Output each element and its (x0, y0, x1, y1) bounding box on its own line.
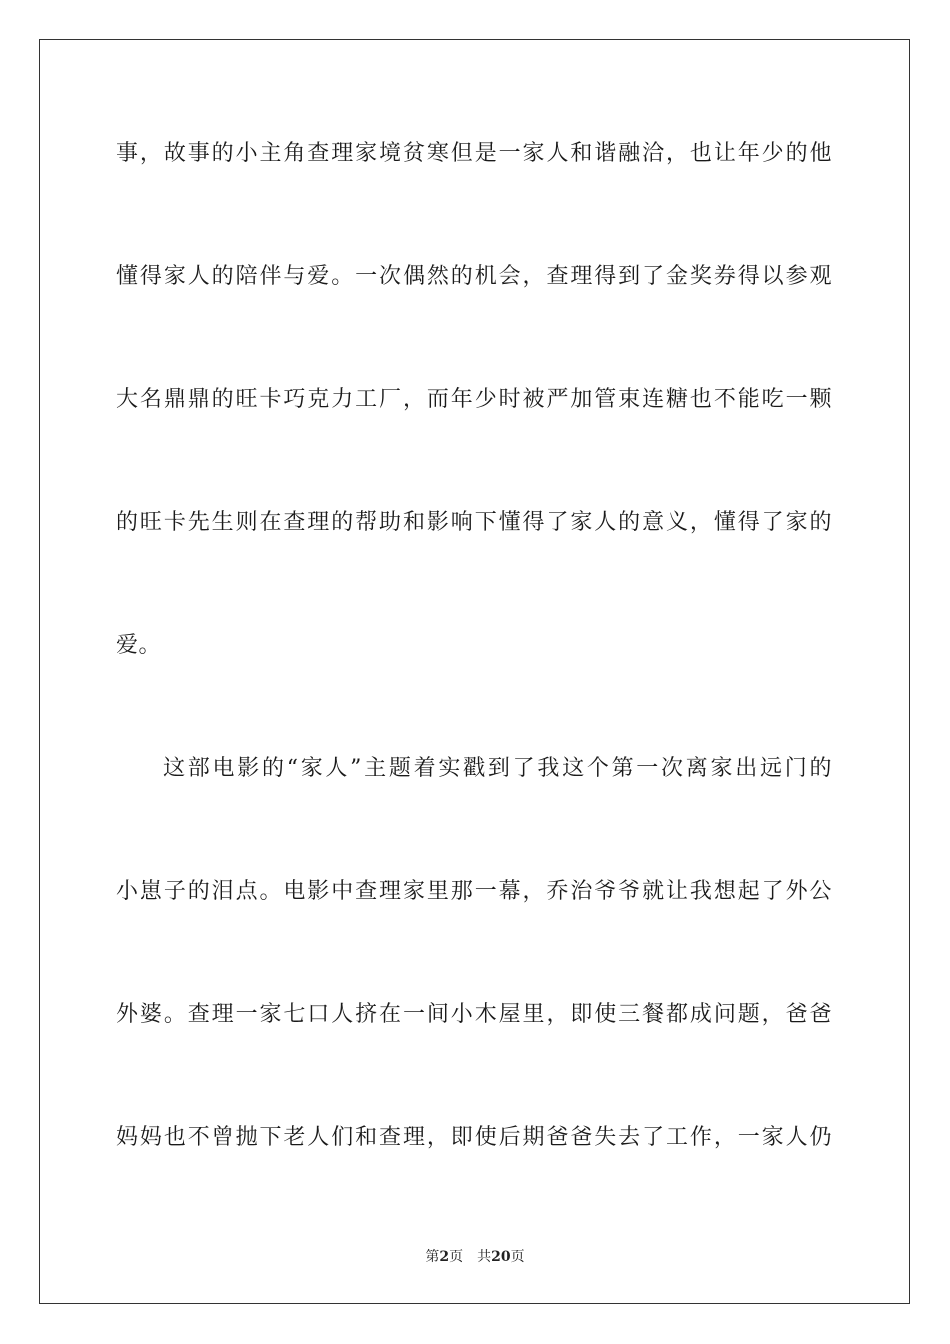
body-text-line-1: 事，故事的小主角查理家境贫寒但是一家人和谐融洽，也让年少的他 (116, 141, 832, 166)
page-number: 2 (439, 1249, 450, 1265)
paragraph-start-line: 这部电影的“家人”主题着实戳到了我这个第一次离家出远门的 (163, 756, 832, 781)
body-text-line-9: 妈妈也不曾抛下老人们和查理，即使后期爸爸失去了工作，一家人仍 (116, 1125, 832, 1150)
page-suffix: 页 (449, 1249, 464, 1265)
total-prefix: 共 (477, 1249, 492, 1265)
page-footer (0, 1247, 950, 1267)
body-text-line-5: 爱。 (116, 633, 162, 658)
page-border (39, 39, 910, 1304)
page-prefix: 第 (425, 1249, 440, 1265)
body-text-line-2: 懂得家人的陪伴与爱。一次偶然的机会，查理得到了金奖券得以参观 (116, 264, 832, 289)
total-pages: 20 (491, 1249, 511, 1265)
body-text-line-3: 大名鼎鼎的旺卡巧克力工厂，而年少时被严加管束连糖也不能吃一颗 (116, 387, 832, 412)
body-text-line-4: 的旺卡先生则在查理的帮助和影响下懂得了家人的意义，懂得了家的 (116, 510, 832, 535)
body-text-line-7: 小崽子的泪点。电影中查理家里那一幕，乔治爷爷就让我想起了外公 (116, 879, 832, 904)
total-suffix: 页 (510, 1249, 525, 1265)
body-text-line-8: 外婆。查理一家七口人挤在一间小木屋里，即使三餐都成问题，爸爸 (116, 1002, 832, 1027)
